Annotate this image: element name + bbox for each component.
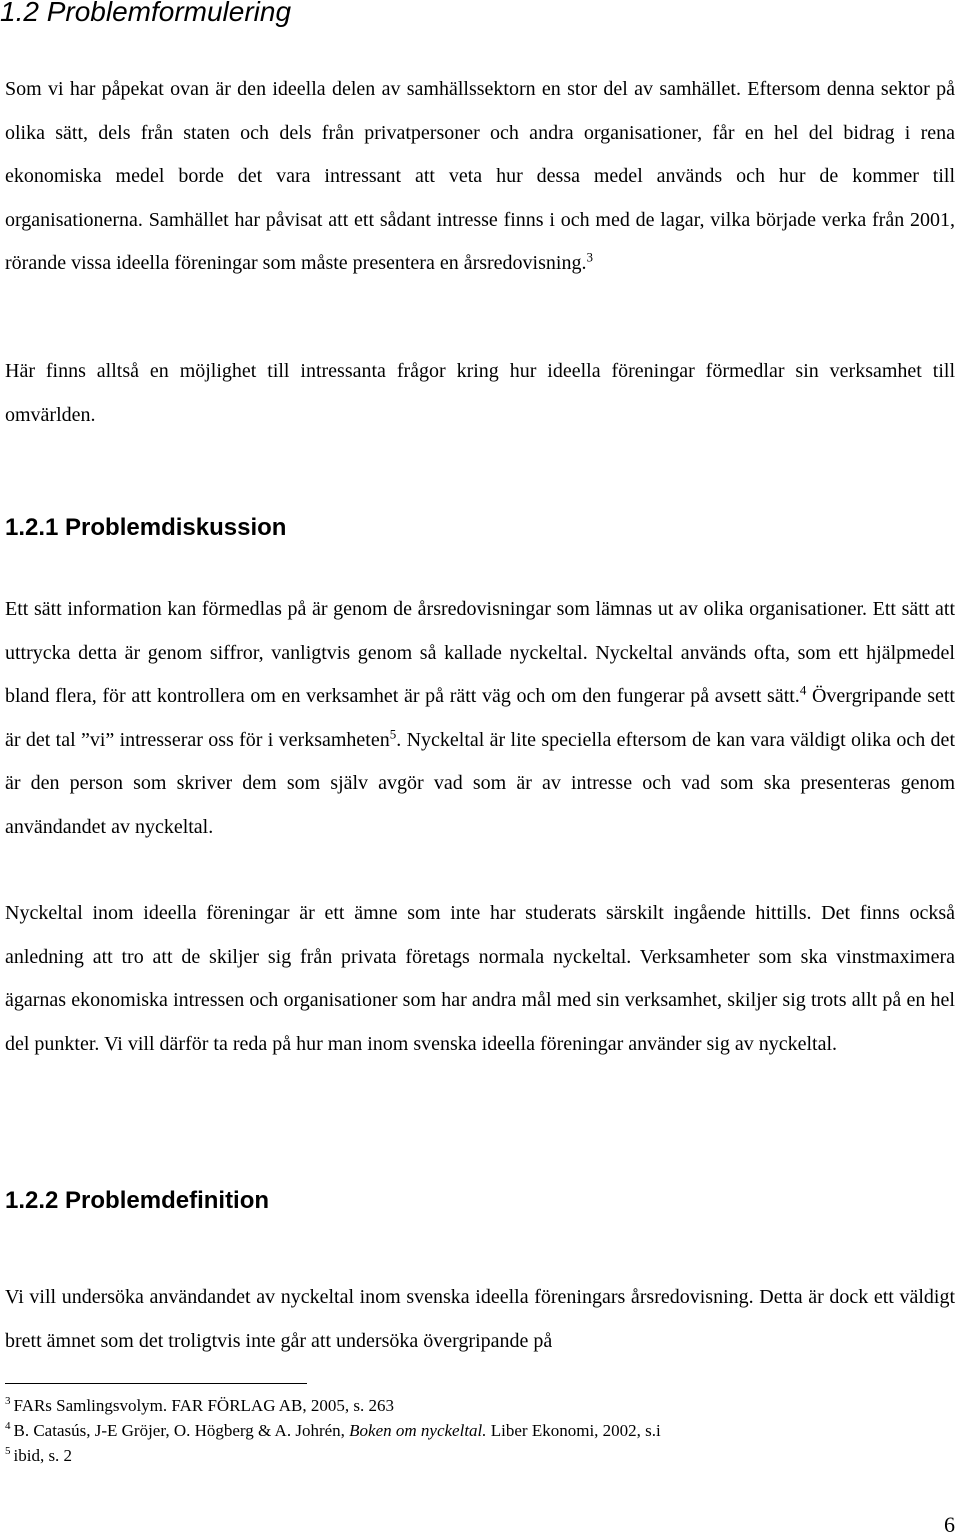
- footnote-number: 3: [5, 1395, 11, 1408]
- footnote-number: 5: [5, 1445, 11, 1458]
- paragraph-text: Ett sätt information kan förmedlas på är genom de årsredovisningar som lämnas ut av olika organisationer. Ett sätt att uttrycka detta är genom siffror, vanligtvis genom så kallade nyckeltal. Nyckeltal används ofta, som ett hjälpmedel bland flera, för att kontrollera om en verksamhet är på rätt väg och om den fungerar på avsett sätt.: [5, 598, 955, 707]
- footnote: [5, 1418, 955, 1443]
- footnote: [5, 1393, 955, 1418]
- section-heading: 1.2 Problemformulering: [0, 0, 292, 27]
- subsection-heading: 1.2.1 Problemdiskussion: [5, 514, 287, 541]
- footnote-divider: [5, 1383, 307, 1384]
- paragraph-text: Som vi har påpekat ovan är den ideella delen av samhällssektorn en stor del av samhället. Eftersom denna sektor på olika sätt, dels från staten och dels från privatpersoner och andra organisationer, får en hel del bidrag i rena ekonomiska medel borde det vara intressant att veta hur dessa medel används och hur de kommer till organisationerna. Samhället har påvisat att ett sådant intresse finns i och med de lagar, vilka började verka från 2001, rörande vissa ideella föreningar som måste presentera en årsredovisning.: [5, 78, 955, 274]
- body-paragraph: Här finns alltså en möjlighet till intressanta frågor kring hur ideella föreningar förmedlar sin verksamhet till omvärlden.: [5, 360, 955, 426]
- body-paragraph: [5, 68, 955, 286]
- footnote-book-title: Boken om nyckeltal.: [349, 1421, 487, 1440]
- body-paragraph: Vi vill undersöka användandet av nyckeltal inom svenska ideella föreningars årsredovisning. Detta är dock ett väldigt brett ämnet som det troligtvis inte går att undersöka övergripande på: [5, 1286, 955, 1352]
- body-paragraph: [5, 588, 955, 849]
- footnote-ref[interactable]: 3: [586, 249, 593, 265]
- footnote-ref[interactable]: 4: [799, 682, 807, 698]
- paragraph-text: . Nyckeltal är lite speciella eftersom de kan vara väldigt olika och det är den person som skriver dem som själv avgör vad som är av intresse och vad som ska presenteras genom användandet av nyckeltal.: [5, 728, 955, 838]
- footnote-ref[interactable]: 5: [389, 725, 397, 741]
- paragraph-text: Övergripande sett är det tal ”vi” intresserar oss för i verksamheten: [5, 685, 955, 751]
- footnotes: [5, 1393, 955, 1468]
- footnote-text: FARs Samlingsvolym. FAR FÖRLAG AB, 2005, s. 263: [13, 1396, 395, 1415]
- footnote: [5, 1443, 955, 1468]
- subsection-heading: 1.2.2 Problemdefinition: [5, 1187, 270, 1214]
- footnote-text: B. Catasús, J-E Gröjer, O. Högberg & A. Johrén,: [13, 1421, 350, 1440]
- footnote-number: 4: [5, 1420, 11, 1433]
- page-number: 6: [944, 1512, 955, 1537]
- body-paragraph: Nyckeltal inom ideella föreningar är ett ämne som inte har studerats särskilt ingående hittills. Det finns också anledning att tro att de skiljer sig från privata företags normala nyckeltal. Verksamheter som ska vinstmaximera ägarnas ekonomiska intressen och organisationer som har andra mål med sin verksamhet, skiljer sig trots allt på en hel del punkter. Vi vill därför ta reda på hur man inom svenska ideella föreningar använder sig av nyckeltal.: [5, 902, 955, 1055]
- footnote-text: ibid, s. 2: [13, 1446, 73, 1465]
- footnote-text: Liber Ekonomi, 2002, s.i: [486, 1421, 661, 1440]
